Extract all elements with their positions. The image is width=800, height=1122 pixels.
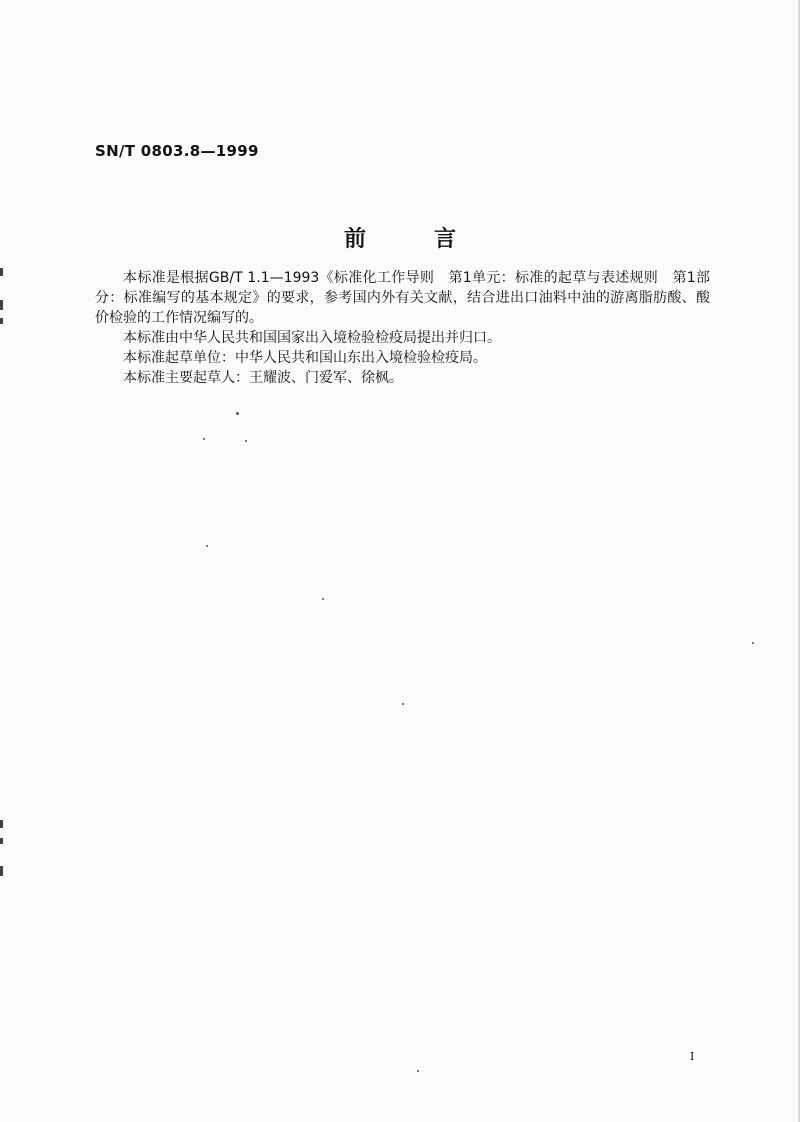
scan-speck [752, 642, 754, 644]
foreword-body [95, 268, 710, 388]
page-number: I [690, 1050, 695, 1063]
scan-mark [0, 866, 3, 876]
foreword-paragraph: 本标准是根据GB/T 1.1—1993《标准化工作导则 第1单元：标准的起草与表述规则 第1部分：标准编写的基本规定》的要求，参考国内外有关文献，结合进出口油料中油的游离脂肪酸、酸价检验的工作情况编写的。 [95, 270, 710, 326]
foreword-paragraph: 本标准起草单位：中华人民共和国山东出入境检验检疫局。 [123, 350, 487, 366]
scan-mark [0, 318, 3, 324]
scan-speck [402, 703, 404, 705]
standard-code: SN/T 0803.8—1999 [95, 142, 259, 160]
scan-mark [0, 838, 3, 844]
scan-speck [203, 438, 205, 440]
scan-mark [0, 820, 3, 828]
scan-speck [206, 545, 208, 547]
scan-speck [245, 440, 247, 442]
scan-speck [322, 598, 324, 600]
scan-mark [0, 268, 3, 276]
page-title: 前言 [343, 226, 524, 252]
foreword-paragraph: 本标准由中华人民共和国国家出入境检验检疫局提出并归口。 [123, 330, 501, 346]
foreword-paragraph: 本标准主要起草人：王耀波、门爱军、徐枫。 [123, 370, 403, 386]
scan-speck [417, 1070, 419, 1072]
scan-mark [0, 300, 3, 310]
scan-speck [236, 412, 239, 415]
